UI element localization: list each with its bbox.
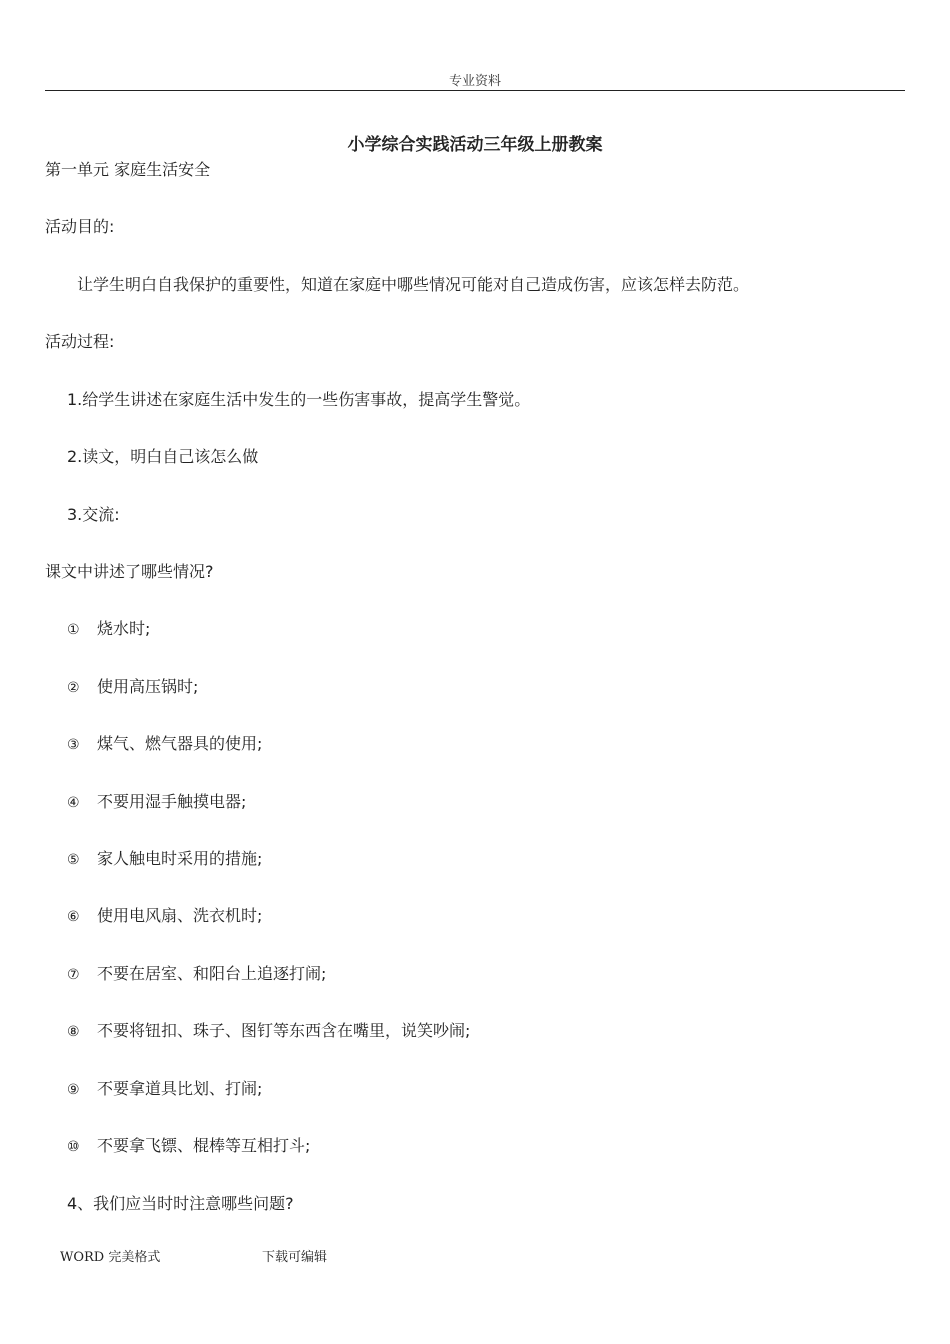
process-step-3: 3.交流:	[67, 505, 120, 524]
list-item	[67, 1079, 262, 1100]
list-item	[67, 849, 262, 870]
unit-heading: 第一单元 家庭生活安全	[45, 160, 211, 179]
list-item	[67, 619, 150, 640]
list-marker: ⑩	[67, 1139, 80, 1155]
header-divider	[45, 90, 905, 91]
list-item-text: 煤气、燃气器具的使用;	[97, 734, 263, 753]
list-item-text: 不要用湿手触摸电器;	[97, 792, 247, 811]
list-item	[67, 677, 198, 698]
list-item-text: 不要拿飞镖、棍棒等互相打斗;	[97, 1136, 311, 1155]
list-item	[67, 1136, 310, 1157]
document-title: 小学综合实践活动三年级上册教案	[347, 135, 603, 155]
list-marker: ②	[67, 680, 80, 696]
list-item	[67, 734, 262, 755]
list-item	[67, 964, 326, 985]
question-text: 课文中讲述了哪些情况?	[45, 562, 214, 581]
list-marker: ⑤	[67, 852, 80, 868]
list-marker: ⑨	[67, 1082, 80, 1098]
process-step-1: 1.给学生讲述在家庭生活中发生的一些伤害事故，提高学生警觉。	[67, 390, 531, 409]
list-item-text: 不要在居室、和阳台上追逐打闹;	[97, 964, 327, 983]
list-marker: ⑧	[67, 1024, 80, 1040]
list-item-text: 家人触电时采用的措施;	[97, 849, 263, 868]
goal-heading: 活动目的:	[45, 217, 115, 236]
goal-text: 让学生明白自我保护的重要性，知道在家庭中哪些情况可能对自己造成伤害，应该怎样去防范。	[77, 275, 750, 294]
list-item	[67, 1021, 470, 1042]
list-item-text: 烧水时;	[97, 619, 151, 638]
list-marker: ④	[67, 795, 80, 811]
list-item	[67, 906, 262, 927]
page-header: 专业资料	[448, 74, 501, 89]
footer-left: WORD 完美格式	[60, 1250, 161, 1265]
process-step-2: 2.读文，明白自己该怎么做	[67, 447, 259, 466]
footer-right: 下载可编辑	[262, 1250, 328, 1265]
list-marker: ⑦	[67, 967, 80, 983]
list-item-text: 不要将钮扣、珠子、图钉等东西含在嘴里，说笑吵闹;	[97, 1021, 471, 1040]
list-item-text: 不要拿道具比划、打闹;	[97, 1079, 263, 1098]
process-step-4: 4、我们应当时时注意哪些问题?	[67, 1194, 294, 1213]
list-marker: ③	[67, 737, 80, 753]
list-marker: ⑥	[67, 909, 80, 925]
list-item-text: 使用电风扇、洗衣机时;	[97, 906, 263, 925]
list-marker: ①	[67, 622, 80, 638]
process-heading: 活动过程:	[45, 332, 115, 351]
list-item-text: 使用高压锅时;	[97, 677, 199, 696]
list-item	[67, 792, 246, 813]
